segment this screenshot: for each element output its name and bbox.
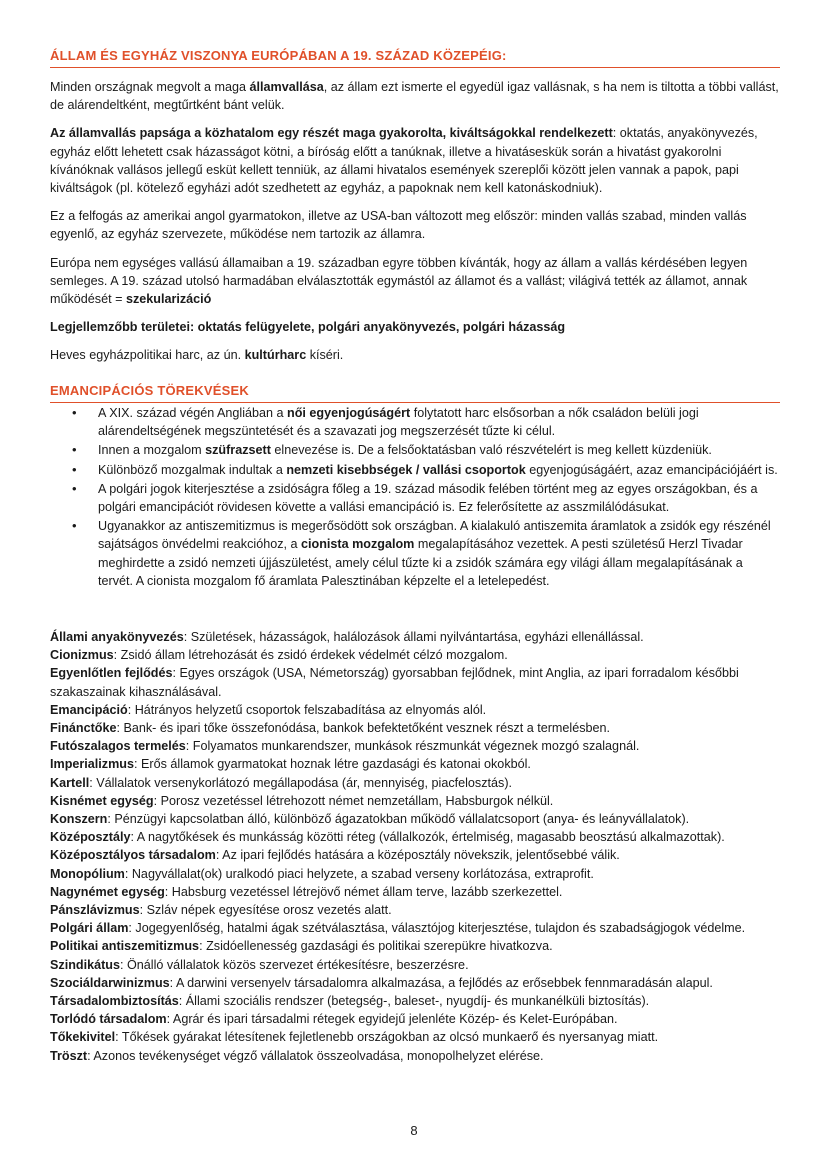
glossary-definition: : Folyamatos munkarendszer, munkások részmunkát végeznek mozgó szalagnál. xyxy=(185,739,640,754)
text-run: Innen a mozgalom xyxy=(98,443,206,458)
glossary-term: Politikai antiszemitizmus xyxy=(50,939,200,954)
bold-text: cionista mozgalom xyxy=(301,537,415,552)
glossary-entry xyxy=(50,974,780,992)
church-state-section xyxy=(50,78,780,375)
bullet-icon: • xyxy=(72,461,77,477)
glossary-term: Tőkekivitel xyxy=(50,1030,116,1045)
bullet-text xyxy=(98,443,712,457)
text-run: : oktatás, anyakönyvezés, egyház előtt lehetett csak házasságot kötni, a bíróság előtt a tanúknak, illetve a hivatáseskük során a hivatást gyakorolni kívánóknak vallásos jellegű esküt kellett tenniük, az állami hivatalos események szereplői között jelen vannak a papok, papi kiváltságok (pl. kötelező egyházi adót szedhetett az egyház, a papoknak nem kell katonáskodniuk). xyxy=(50,126,758,196)
glossary-entry xyxy=(50,846,780,864)
bold-text: kultúrharc xyxy=(244,348,307,363)
text-run: Minden országnak megvolt a maga xyxy=(50,80,250,94)
bullet-item xyxy=(50,404,780,440)
glossary-entry xyxy=(50,646,780,664)
bullet-icon: • xyxy=(72,405,77,420)
glossary-entry xyxy=(50,1028,780,1046)
text-run: Különböző mozgalmak indultak a xyxy=(98,462,287,477)
bullet-item xyxy=(50,517,780,590)
glossary-entry xyxy=(50,883,780,901)
text-run: megalapításához vezettek. A pesti születésű Herzl Tivadar meghirdette a zsidó nemzeti újjászületést, amely célul tűzte ki a zsidók számára egy világi állam megalapításának a tervét. A cionista mozgalom fő áramlata Palesztinában képzelte el a letelepedést. xyxy=(98,537,743,588)
glossary-definition: : Bank- és ipari tőke összefonódása, bankok befektetőként vesznek részt a termelésben. xyxy=(116,721,611,736)
glossary-term: Cionizmus xyxy=(50,648,114,663)
glossary-entry xyxy=(50,919,780,937)
text-run: folytatott harc elsősorban a nők családon belüli jogi alárendeltségének megszüntetését és a szavazati jog megszerzését tűzte ki célul. xyxy=(98,406,699,439)
glossary-definition: : A darwini versenyelv társadalomra alkalmazása, a fejlődés az erősebbek fennmaradásán alapul. xyxy=(169,975,713,990)
glossary-definition: : Hátrányos helyzetű csoportok felszabadítása az elnyomás alól. xyxy=(127,702,487,717)
text-run: , az állam ezt ismerte el egyedül igaz vallásnak, s ha nem is tiltotta a többi vallást, de alárendeltként, megtűrtként bánt velük. xyxy=(50,80,779,113)
paragraph xyxy=(50,346,780,364)
glossary-entry xyxy=(50,810,780,828)
section-heading-emancipation: EMANCIPÁCIÓS TÖREKVÉSEK xyxy=(50,383,780,403)
glossary-term: Középosztály xyxy=(50,830,131,845)
glossary-definition: : Erős államok gyarmatokat hoznak létre gazdasági és katonai okokból. xyxy=(134,757,531,772)
paragraph xyxy=(50,207,780,243)
heading-part1: ÁLLAM ÉS EGYHÁZ VISZONYA EURÓPÁBAN xyxy=(50,48,341,63)
text-run: elnevezése is. De a felsőoktatásban való részvételért is meg kellett küzdeniük. xyxy=(270,443,712,458)
text-run: Heves egyházpolitikai harc, az ún. xyxy=(50,348,245,363)
glossary-term: Futószalagos termelés xyxy=(50,739,186,754)
glossary-entry xyxy=(50,701,780,719)
text-run: egyenjogúságáért, azaz emancipációjáért is. xyxy=(525,462,778,477)
glossary-entry xyxy=(50,1010,780,1028)
glossary xyxy=(50,628,780,1065)
glossary-entry xyxy=(50,628,780,646)
bullet-text xyxy=(98,482,757,514)
glossary-term: Állami anyakönyvezés xyxy=(50,630,184,644)
bullet-icon: • xyxy=(72,442,77,458)
section-heading-church-state xyxy=(50,48,780,68)
glossary-term: Szociáldarwinizmus xyxy=(50,975,170,990)
glossary-term: Szindikátus xyxy=(50,957,120,972)
glossary-entry xyxy=(50,828,780,846)
glossary-definition: : Vállalatok versenykorlátozó megállapodása (ár, mennyiség, piacfelosztás). xyxy=(89,775,513,790)
glossary-term: Nagynémet egység xyxy=(50,884,165,899)
glossary-term: Polgári állam xyxy=(50,921,129,936)
glossary-definition: : Nagyvállalat(ok) uralkodó piaci helyzete, a szabad verseny korlátozása, extraprofit. xyxy=(124,866,594,881)
bold-text: Az államvallás papsága a közhatalom egy részét maga gyakorolta, kiváltságokkal rendelkezett xyxy=(50,126,613,141)
glossary-term: Kartell xyxy=(50,775,90,790)
glossary-entry xyxy=(50,865,780,883)
text-run: A polgári jogok kiterjesztése a zsidóságra főleg a 19. század második felében történt meg az egyes országokban, és a polgári emancipációt rövidesen követte a vallási emancipáció is. Ez felerősítette az asszmilálódásukat. xyxy=(98,481,758,515)
page-number: 8 xyxy=(410,1123,418,1138)
bold-text: női egyenjogúságért xyxy=(287,406,411,420)
paragraph xyxy=(50,318,780,336)
glossary-entry xyxy=(50,1047,780,1065)
paragraph xyxy=(50,254,780,309)
glossary-term: Konszern xyxy=(50,812,108,827)
glossary-term: Emancipáció xyxy=(50,702,128,717)
glossary-entry xyxy=(50,755,780,773)
bold-text: államvallása xyxy=(249,80,324,94)
glossary-term: Tröszt xyxy=(50,1048,88,1063)
glossary-term: Középosztályos társadalom xyxy=(50,848,216,863)
bullet-text xyxy=(98,519,771,588)
glossary-entry xyxy=(50,664,780,700)
glossary-entry xyxy=(50,901,780,919)
glossary-definition: : Zsidóellenesség gazdasági és politikai szerepükre hivatkozva. xyxy=(199,939,553,954)
glossary-entry xyxy=(50,774,780,792)
text-run: Ugyanakkor az antiszemitizmus is megerősödött sok országban. A kialakuló antiszemita áramlatok a zsidók egy részénél sajátságos önvédelmi reakcióhoz, a xyxy=(98,519,771,552)
glossary-definition: : Az ipari fejlődés hatására a középosztály növekszik, jelentősebbé válik. xyxy=(215,848,620,863)
glossary-definition: : Zsidó állam létrehozását és zsidó érdekek védelmét célzó mozgalom. xyxy=(113,648,508,663)
glossary-definition: : Szláv népek egyesítése orosz vezetés alatt. xyxy=(139,903,392,918)
glossary-entry xyxy=(50,956,780,974)
glossary-definition: : Agrár és ipari társadalmi rétegek egyidejű jelenléte Közép- és Kelet-Európában. xyxy=(166,1012,618,1027)
bullet-text xyxy=(98,406,699,438)
glossary-definition: : Porosz vezetéssel létrehozott német nemzetállam, Habsburgok nélkül. xyxy=(153,793,554,808)
glossary-entry xyxy=(50,737,780,755)
heading-part2: A 19. SZÁZAD KÖZEPÉIG: xyxy=(340,48,507,63)
paragraph xyxy=(50,78,780,114)
glossary-term: Kisnémet egység xyxy=(50,793,154,808)
bullet-item xyxy=(50,441,780,459)
glossary-definition: : Habsburg vezetéssel létrejövő német állam terve, lazább szerkezettel. xyxy=(164,884,563,899)
text-run: A XIX. század végén Angliában a xyxy=(98,406,288,420)
glossary-definition: : Jogegyenlőség, hatalmi ágak szétválasztása, választójog kiterjesztése, tulajdon és szabadságjogok védelme. xyxy=(128,921,746,936)
glossary-term: Imperializmus xyxy=(50,757,134,772)
text-run: Európa nem egységes vallású államaiban a 19. században egyre többen kívánták, hogy az állam a vallás kérdésében legyen semleges. A 19. század utolsó harmadában elválasztották egymástól az államot és a vallást; világivá tették az államot, annak működését = xyxy=(50,255,748,307)
glossary-term: Egyenlőtlen fejlődés xyxy=(50,666,173,681)
glossary-entry xyxy=(50,719,780,737)
emancipation-bullet-list xyxy=(50,404,780,591)
bullet-icon: • xyxy=(72,480,77,496)
bullet-item xyxy=(50,480,780,516)
glossary-entry xyxy=(50,937,780,955)
glossary-term: Finánctőke xyxy=(50,721,117,736)
bullet-item xyxy=(50,461,780,479)
glossary-definition: : Tőkések gyárakat létesítenek fejletlenebb országokban az olcsó munkaerő és nyersanyag miatt. xyxy=(115,1030,659,1045)
glossary-definition: : Pénzügyi kapcsolatban álló, különböző ágazatokban működő vállalatcsoport (anya- és leányvállalatok). xyxy=(107,812,690,827)
glossary-entry xyxy=(50,792,780,810)
glossary-definition: : Azonos tevékenységet végző vállalatok összeolvadása, monopolhelyzet elérése. xyxy=(87,1048,544,1063)
glossary-definition: : Születések, házasságok, halálozások állami nyilvántartása, egyházi ellenállással. xyxy=(183,630,644,644)
bold-text: szüfrazsett xyxy=(205,443,271,458)
glossary-definition: : Egyes országok (USA, Németország) gyorsabban fejlődnek, mint Anglia, az ipari forradalom későbbi szakaszainak kihasználásával. xyxy=(50,666,739,699)
bold-text: nemzeti kisebbségek / vallási csoportok xyxy=(286,462,526,477)
text-run: kíséri. xyxy=(306,348,344,363)
glossary-term: Pánszlávizmus xyxy=(50,903,140,918)
paragraph xyxy=(50,124,780,197)
glossary-entry xyxy=(50,992,780,1010)
bullet-icon: • xyxy=(72,518,77,534)
bold-text: Legjellemzőbb területei: oktatás felügyelete, polgári anyakönyvezés, polgári házasság xyxy=(50,320,566,335)
bold-text: szekularizáció xyxy=(125,292,212,307)
glossary-definition: : Önálló vállalatok közös szervezet értékesítésre, beszerzésre. xyxy=(119,957,469,972)
text-run: Ez a felfogás az amerikai angol gyarmatokon, illetve az USA-ban változott meg először: minden vallás szabad, minden vallás egyenlő, az egyház szervezete, működése nem tartozik az államra. xyxy=(50,209,747,242)
glossary-definition: : A nagytőkések és munkásság közötti réteg (vállalkozók, értelmiség, magasabb beosztású alkalmazottak). xyxy=(130,830,725,845)
bullet-text xyxy=(98,463,778,477)
glossary-term: Torlódó társadalom xyxy=(50,1012,167,1027)
glossary-term: Monopólium xyxy=(50,866,125,881)
glossary-definition: : Állami szociális rendszer (betegség-, baleset-, nyugdíj- és munkanélküli biztosítás). xyxy=(178,994,650,1009)
glossary-term: Társadalombiztosítás xyxy=(50,994,179,1009)
